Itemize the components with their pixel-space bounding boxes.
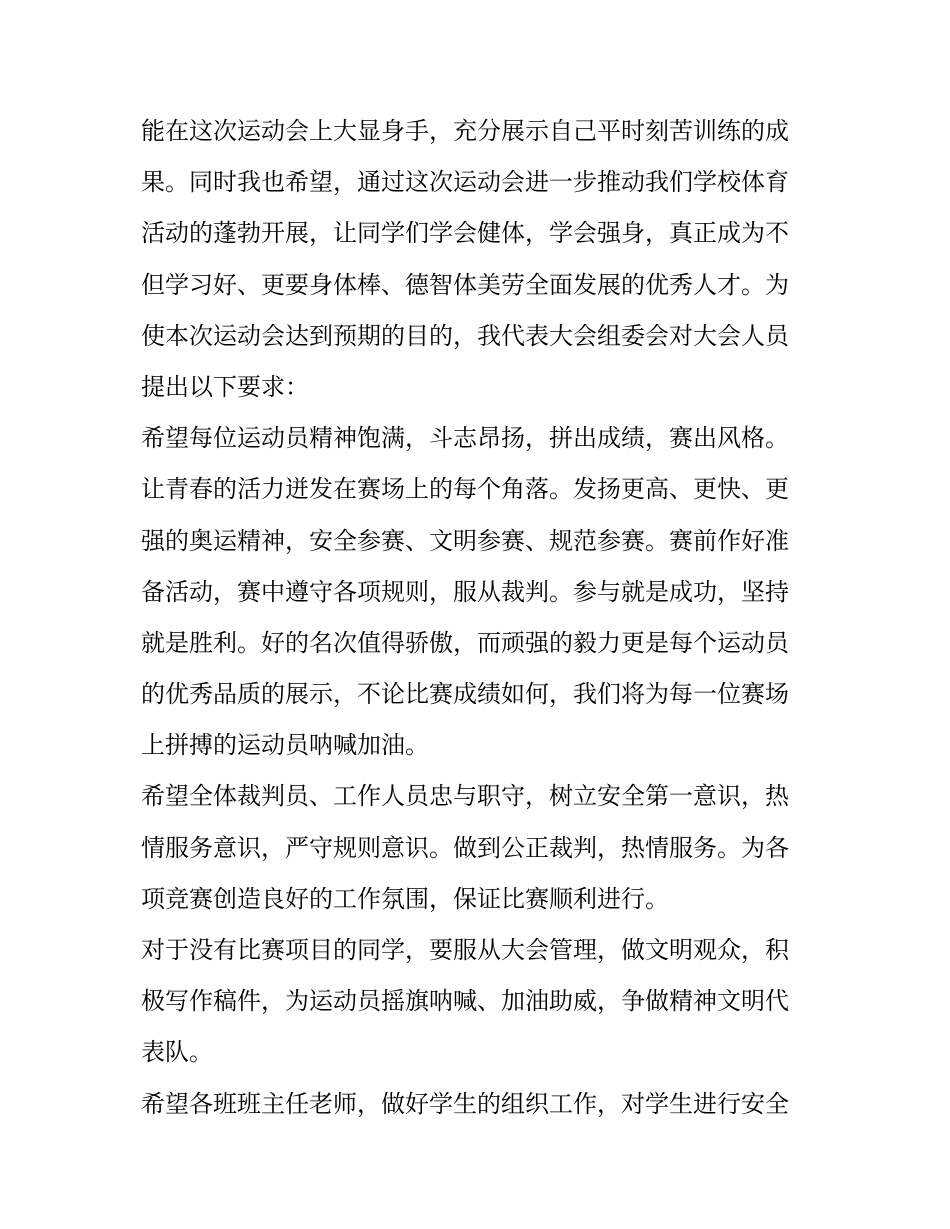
text-line: 让青春的活力迸发在赛场上的每个角落。发扬更高、更快、更	[141, 475, 789, 504]
text-line: 备活动，赛中遵守各项规则，服从裁判。参与就是成功，坚持	[141, 577, 789, 606]
text-line: 希望各班班主任老师，做好学生的组织工作，对学生进行安全	[141, 1089, 789, 1118]
text-line: 提出以下要求：	[141, 372, 309, 401]
text-line: 强的奥运精神，安全参赛、文明参赛、规范参赛。赛前作好准	[141, 526, 789, 555]
text-line: 情服务意识，严守规则意识。做到公正裁判，热情服务。为各	[141, 833, 789, 862]
text-line: 上拼搏的运动员呐喊加油。	[141, 731, 429, 760]
text-line: 但学习好、更要身体棒、德智体美劳全面发展的优秀人才。为	[141, 270, 789, 299]
text-line: 表队。	[141, 1038, 213, 1067]
text-line: 使本次运动会达到预期的目的，我代表大会组委会对大会人员	[141, 321, 789, 350]
text-line: 希望全体裁判员、工作人员忠与职守，树立安全第一意识，热	[141, 782, 789, 811]
document-body	[141, 106, 813, 1130]
text-line: 能在这次运动会上大显身手，充分展示自己平时刻苦训练的成	[141, 117, 789, 145]
text-line: 就是胜利。好的名次值得骄傲，而顽强的毅力更是每个运动员	[141, 628, 789, 657]
text-line: 活动的蓬勃开展，让同学们学会健体，学会强身，真正成为不	[141, 219, 789, 248]
text-line: 对于没有比赛项目的同学，要服从大会管理，做文明观众，积	[141, 936, 789, 964]
text-line: 的优秀品质的展示，不论比赛成绩如何，我们将为每一位赛场	[141, 680, 789, 709]
text-line: 项竞赛创造良好的工作氛围，保证比赛顺利进行。	[141, 884, 669, 913]
text-line: 果。同时我也希望，通过这次运动会进一步推动我们学校体育	[141, 168, 789, 197]
text-line: 极写作稿件，为运动员摇旗呐喊、加油助威，争做精神文明代	[141, 987, 789, 1016]
text-line: 希望每位运动员精神饱满，斗志昂扬，拼出成绩，赛出风格。	[141, 424, 789, 453]
